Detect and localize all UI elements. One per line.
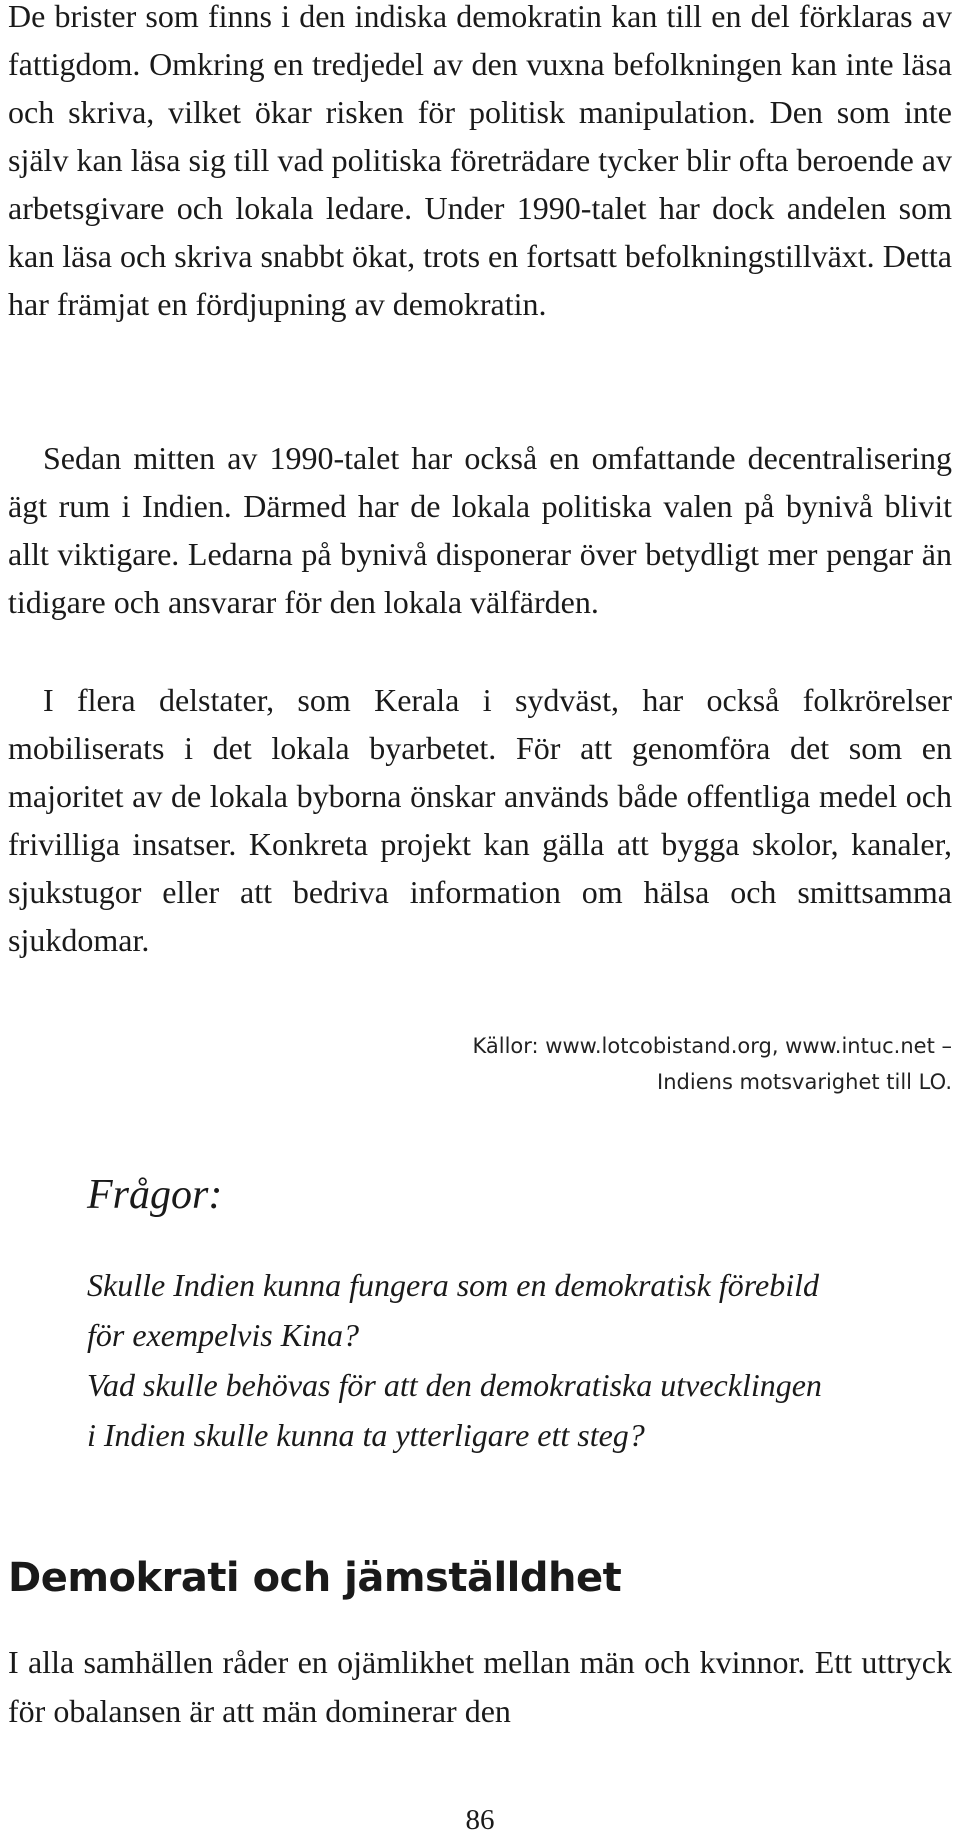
- questions-heading: Frågor:: [87, 1172, 223, 1218]
- question-item: [87, 1360, 947, 1460]
- section-paragraph: I alla samhällen råder en ojämlikhet mellan män och kvinnor. Ett uttryck för obalansen är att män dominerar den: [8, 1644, 952, 1729]
- questions-list: [87, 1260, 947, 1460]
- body-paragraph: I flera delstater, som Kerala i sydväst, har också folkrörelser mobiliserats i det lokala byarbetet. För att genomföra det som en majoritet av de lokala byborna önskar används både offentliga medel och frivilliga insatser. Konkreta projekt kan gälla att bygga skolor, kanaler, sjukstugor eller att bedriva information om hälsa och smittsamma sjukdomar.: [8, 682, 952, 958]
- question-text: Vad skulle behövas för att den demokratiska utvecklingen: [87, 1367, 822, 1403]
- source-note-line: Indiens motsvarighet till LO.: [657, 1070, 952, 1094]
- question-text: för exempelvis Kina?: [87, 1317, 359, 1353]
- page-number: 86: [465, 1804, 495, 1836]
- source-note-line: Källor: www.lotcobistand.org, www.intuc.net –: [472, 1034, 952, 1058]
- question-text: Skulle Indien kunna fungera som en demokratisk förebild: [87, 1267, 819, 1303]
- body-paragraph: Sedan mitten av 1990-talet har också en omfattande decentralisering ägt rum i Indien. Därmed har de lokala politiska valen på bynivå blivit allt viktigare. Ledarna på bynivå disponerar över betydligt mer pengar än tidigare och ansvarar för den lokala välfärden.: [8, 440, 952, 620]
- section-heading: Demokrati och jämställdhet: [8, 1555, 622, 1601]
- question-item: [87, 1260, 947, 1360]
- question-text: i Indien skulle kunna ta ytterligare ett steg?: [87, 1417, 645, 1453]
- source-note: [472, 1028, 952, 1100]
- body-paragraph: De brister som finns i den indiska demokratin kan till en del förklaras av fattigdom. Omkring en tredjedel av den vuxna befolkningen kan inte läsa och skriva, vilket ökar risken för politisk manipulation. Den som inte själv kan läsa sig till vad politiska företrädare tycker blir ofta beroende av arbetsgivare och lokala ledare. Under 1990-talet har dock andelen som kan läsa och skriva snabbt ökat, trots en fortsatt befolkningstillväxt. Detta har främjat en fördjupning av demokratin.: [8, 0, 952, 322]
